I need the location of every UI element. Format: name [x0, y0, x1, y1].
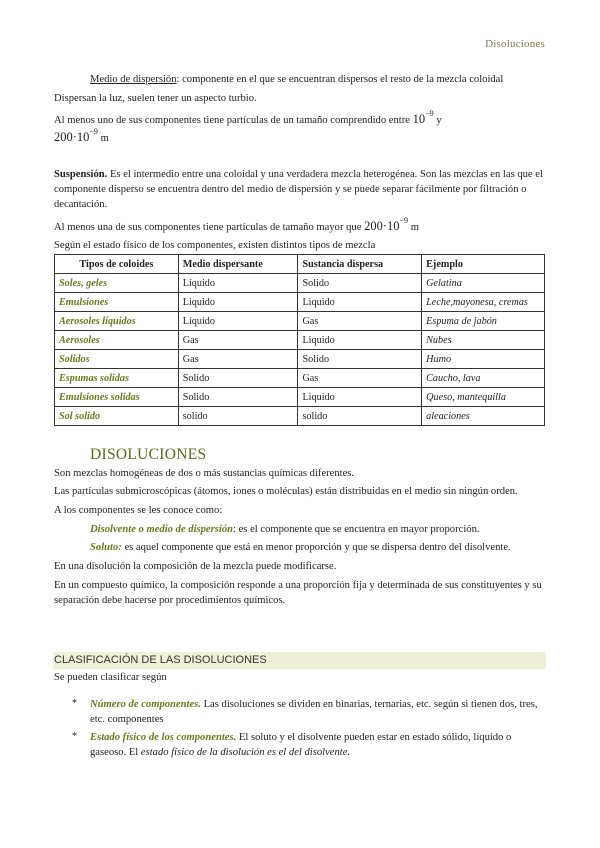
table-cell: Liquido — [178, 293, 298, 312]
table-cell: Aerosoles — [55, 331, 179, 350]
numero-componentes-definition: Las disoluciones se dividen en binarias, ternarias, etc. según si tienen dos, tres, etc. componentes — [90, 699, 538, 725]
coloides-section — [54, 72, 544, 147]
table-cell: Gas — [298, 369, 422, 388]
table-cell: Leche,mayonesa, cremas — [422, 293, 545, 312]
table-cell: Gas — [178, 331, 298, 350]
table-row — [55, 274, 545, 293]
medio-dispersion-paragraph — [54, 72, 544, 87]
table-cell: Caucho, lava — [422, 369, 545, 388]
table-cell: solido — [178, 407, 298, 426]
clasificacion-item-numero — [90, 697, 545, 727]
table-cell: Emulsiones — [55, 293, 179, 312]
numero-componentes-term: Número de componentes. — [90, 699, 201, 710]
suspension-term: Suspensión. — [54, 169, 108, 180]
table-cell: Sol solido — [55, 407, 179, 426]
table-cell: aleaciones — [422, 407, 545, 426]
clasificacion-intro: Se pueden clasificar según — [54, 672, 167, 683]
dispersan-luz-text: Dispersan la luz, suelen tener un aspecto turbio. — [54, 93, 257, 104]
disoluciones-p3: A los componentes se les conoce como: — [54, 505, 223, 516]
column-header: Medio dispersante — [178, 255, 298, 274]
table-row — [55, 350, 545, 369]
medio-dispersion-term: Medio de dispersión — [90, 74, 177, 85]
tamano-suspension-text: Al menos una de sus componentes tiene partículas de tamaño mayor que $200\cdot 10^{-9}$ m — [54, 216, 419, 233]
clasificacion-item-estado — [90, 730, 545, 760]
table-cell: Solidos — [55, 350, 179, 369]
soluto-paragraph — [54, 540, 544, 555]
table-header-row — [55, 255, 545, 274]
column-header: Tipos de coloides — [55, 255, 179, 274]
disoluciones-p1: Son mezclas homogéneas de dos o más sustancias químicas diferentes. — [54, 468, 355, 479]
soluto-definition: es aquel componente que está en menor proporción y que se dispersa dentro del disolvente. — [121, 542, 511, 553]
estado-fisico-tail: estado físico de la disolución es el del disolvente. — [140, 747, 351, 758]
table-cell: solido — [298, 407, 422, 426]
bullet-icon: * — [72, 731, 77, 742]
column-header: Ejemplo — [422, 255, 545, 274]
coloides-table — [54, 254, 545, 426]
page-header-title: Disoluciones — [485, 38, 545, 50]
disoluciones-section — [54, 466, 544, 608]
medio-dispersion-definition: : componente en el que se encuentran dispersos el resto de la mezcla coloidal — [176, 74, 504, 85]
disolvente-term: Disolvente o medio de dispersión — [90, 524, 234, 535]
disoluciones-p2: Las partículas submicroscópicas (átomos, iones o moléculas) están distribuidas en el medio sin ningún orden. — [54, 486, 518, 497]
disoluciones-p5: En un compuesto químico, la composición responde a una proporción fija y determinada de sus constituyentes y su separación debe hacerse por procedimientos químicos. — [54, 580, 542, 606]
table-row — [55, 388, 545, 407]
table-cell: Espuma de jabón — [422, 312, 545, 331]
table-row — [55, 331, 545, 350]
table-cell: Solido — [178, 388, 298, 407]
bullet-icon: * — [72, 698, 77, 709]
suspension-definition: Es el intermedio entre una coloidal y una verdadera mezcla heterogénea. Son las mezclas en las que el componente disperso se encuentra dentro del medio de dispersión y se puede separar fácilmente por filtración o decantación. — [54, 169, 543, 210]
table-row — [55, 369, 545, 388]
table-cell: Emulsiones solidas — [55, 388, 179, 407]
table-cell: Espumas solidas — [55, 369, 179, 388]
table-cell: Liquido — [298, 331, 422, 350]
table-cell: Solido — [178, 369, 298, 388]
table-row — [55, 312, 545, 331]
clasificacion-heading: CLASIFICACIÓN DE LAS DISOLUCIONES — [54, 654, 267, 666]
column-header: Sustancia dispersa — [298, 255, 422, 274]
table-cell: Gelatina — [422, 274, 545, 293]
disolvente-definition: : es el componente que se encuentra en mayor proporción. — [233, 524, 480, 535]
table-row — [55, 293, 545, 312]
estado-fisico-definition: El soluto y el disolvente pueden estar en estado sólido, líquido o gaseoso. El — [90, 732, 512, 758]
table-cell: Solido — [298, 350, 422, 369]
segun-estado-text: Según el estado físico de los componentes, existen distintos tipos de mezcla — [54, 240, 376, 251]
table-row — [55, 407, 545, 426]
suspension-section — [54, 167, 544, 253]
table-cell: Soles, geles — [55, 274, 179, 293]
table-cell: Liquido — [298, 293, 422, 312]
table-cell: Gas — [298, 312, 422, 331]
disolvente-paragraph — [54, 522, 544, 537]
table-cell: Liquido — [298, 388, 422, 407]
table-cell: Liquido — [178, 312, 298, 331]
table-cell: Líquido — [178, 274, 298, 293]
table-cell: Solido — [298, 274, 422, 293]
tamano-coloide-text: Al menos uno de sus componentes tiene partículas de un tamaño comprendido entre $10^{-9}$ y $200\cdot 10^{-9}$ m — [54, 109, 442, 144]
table-cell: Aerosoles líquidos — [55, 312, 179, 331]
table-cell: Humo — [422, 350, 545, 369]
disoluciones-p4: En una disolución la composición de la mezcla puede modificarse. — [54, 561, 337, 572]
table-cell: Gas — [178, 350, 298, 369]
suspension-paragraph — [54, 167, 544, 212]
soluto-term: Soluto: — [90, 542, 122, 553]
disoluciones-heading: DISOLUCIONES — [90, 446, 207, 463]
table-cell: Nubes — [422, 331, 545, 350]
table-cell: Queso, mantequilla — [422, 388, 545, 407]
estado-fisico-term: Estado físico de los componentes. — [90, 732, 237, 743]
